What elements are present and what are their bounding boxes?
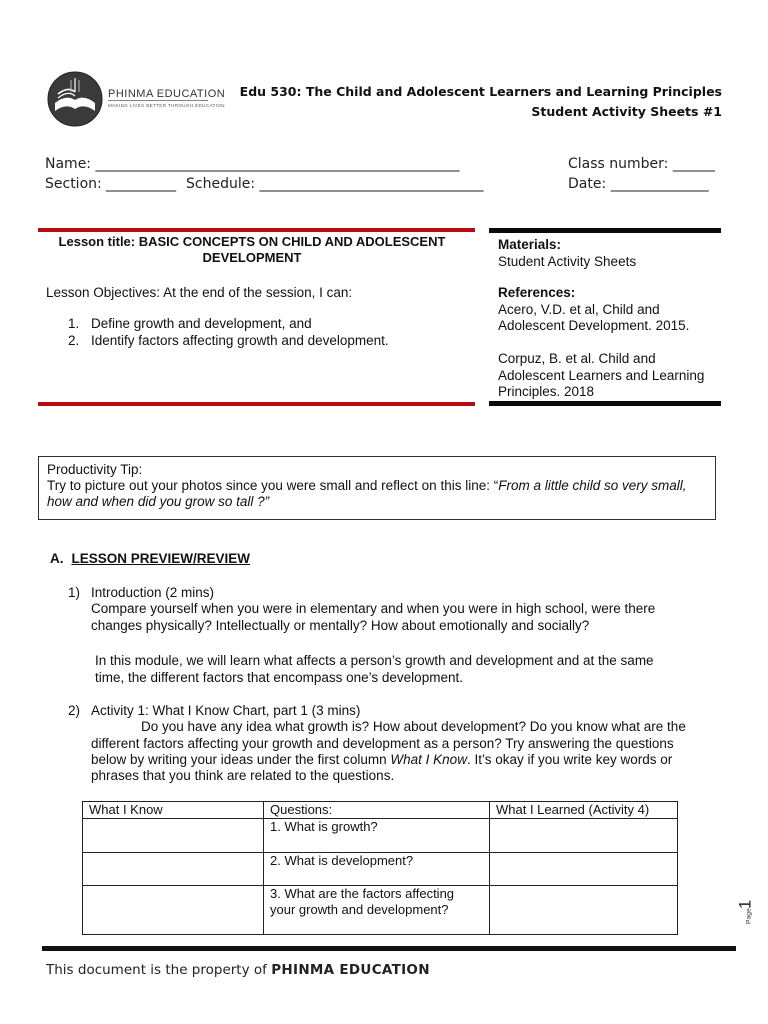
what-i-know-table <box>82 801 678 935</box>
class-number-field[interactable]: Class number: ______ <box>568 156 715 172</box>
lesson-title-line1: Lesson title: BASIC CONCEPTS ON CHILD AND ADOLESCENT <box>58 234 446 249</box>
lesson-top-rule <box>38 228 475 232</box>
what-i-know-cell[interactable] <box>83 886 264 935</box>
schedule-field[interactable]: Schedule: ________________________________ <box>186 176 484 192</box>
table-header-row <box>83 802 678 819</box>
activity-number: 2) <box>68 703 81 718</box>
section-field[interactable]: Section: __________ <box>45 176 177 192</box>
reference-line: Adolescent Learners and Learning <box>498 368 705 383</box>
what-i-learned-cell[interactable] <box>490 886 678 935</box>
reference-line: Adolescent Development. 2015. <box>498 318 690 333</box>
tip-heading: Productivity Tip: <box>47 462 143 477</box>
intro-number: 1) <box>68 585 81 600</box>
table-row <box>83 886 678 935</box>
reference-line: Corpuz, B. et al. Child and <box>498 351 656 366</box>
tip-text: Try to picture out your photos since you were small and reflect on this line: “ <box>47 478 499 493</box>
question-cell <box>264 886 490 935</box>
activity-line: Do you have any idea what growth is? How about development? Do you know what are the <box>141 719 686 734</box>
module-line: In this module, we will learn what affects a person’s growth and development and at the same <box>95 653 654 668</box>
reference-line: Principles. 2018 <box>498 384 595 399</box>
tip-quote: From a little child so very small, <box>498 478 687 493</box>
question-cell <box>264 853 490 886</box>
date-field[interactable]: Date: ______________ <box>568 176 709 192</box>
activity-heading: Activity 1: What I Know Chart, part 1 (3 mins) <box>91 703 361 718</box>
references-heading: References: <box>498 285 576 300</box>
intro-heading: Introduction (2 mins) <box>91 585 215 600</box>
section-title: LESSON PREVIEW/REVIEW <box>71 551 251 566</box>
question-text: your growth and development? <box>270 902 449 917</box>
lesson-title-line2: DEVELOPMENT <box>202 250 302 265</box>
activity-emphasis: What I Know <box>390 752 467 767</box>
what-i-learned-cell[interactable] <box>490 819 678 853</box>
logo-divider <box>108 100 208 101</box>
page-label: Page <box>745 908 753 924</box>
what-i-learned-cell[interactable] <box>490 853 678 886</box>
tip-line1 <box>47 478 707 494</box>
page-number <box>726 900 766 930</box>
materials-bottom-rule <box>489 401 721 406</box>
sheet-title: Student Activity Sheets #1 <box>531 104 722 119</box>
question-text: 2. What is development? <box>270 853 414 868</box>
objective-number: 2. <box>68 333 80 348</box>
activity-text: . It’s okay if you write key words or <box>466 752 673 767</box>
objective-number: 1. <box>68 316 80 331</box>
section-letter: A. <box>50 551 64 566</box>
phinma-logo <box>46 70 226 128</box>
question-cell <box>264 819 490 853</box>
materials-text: Student Activity Sheets <box>498 254 637 269</box>
footer-brand: PHINMA EDUCATION <box>271 962 430 978</box>
activity-line <box>91 752 672 768</box>
productivity-tip-box <box>38 456 716 520</box>
logo-emblem-icon <box>46 70 104 128</box>
reference-line: Acero, V.D. et al, Child and <box>498 302 660 317</box>
table-row <box>83 819 678 853</box>
footer-prefix: This document is the property of <box>46 962 272 978</box>
tip-line2 <box>47 494 707 510</box>
question-text: 1. What is growth? <box>270 819 378 834</box>
section-a-heading <box>50 551 250 566</box>
tip-quote: how and when did you grow so tall ?” <box>47 494 270 509</box>
objective-text: Define growth and development, and <box>91 316 312 331</box>
table-header-cell: Questions: <box>264 802 490 819</box>
materials-heading: Materials: <box>498 237 562 252</box>
lesson-bottom-rule <box>38 402 475 406</box>
table-header-cell: What I Learned (Activity 4) <box>490 802 678 819</box>
table-header-cell: What I Know <box>83 802 264 819</box>
objectives-intro: Lesson Objectives: At the end of the session, I can: <box>46 285 353 300</box>
activity-text: below by writing your ideas under the first column <box>91 752 391 767</box>
materials-top-rule <box>489 228 721 233</box>
intro-line: changes physically? Intellectually or mentally? How about emotionally and socially? <box>91 618 590 633</box>
activity-line: different factors affecting your growth and development as a person? Try answering the questions <box>91 736 674 751</box>
question-text: 3. What are the factors affecting <box>270 886 455 901</box>
course-title: Edu 530: The Child and Adolescent Learners and Learning Principles <box>239 84 722 99</box>
logo-tagline: MAKING LIVES BETTER THROUGH EDUCATION <box>108 103 225 108</box>
module-line: time, the different factors that encompass one’s development. <box>95 670 463 685</box>
intro-line: Compare yourself when you were in elementary and when you were in high school, were there <box>91 601 656 616</box>
footer-text <box>46 962 430 978</box>
name-field[interactable]: Name: ____________________________________________________ <box>45 156 460 172</box>
logo-name: PHINMA EDUCATION <box>108 88 226 100</box>
page-digit: 1 <box>736 900 755 909</box>
what-i-know-cell[interactable] <box>83 853 264 886</box>
objective-text: Identify factors affecting growth and development. <box>91 333 389 348</box>
what-i-know-cell[interactable] <box>83 819 264 853</box>
footer-rule <box>42 946 736 951</box>
table-row <box>83 853 678 886</box>
lesson-title <box>46 234 458 266</box>
activity-line: phrases that you think are related to the questions. <box>91 768 395 783</box>
